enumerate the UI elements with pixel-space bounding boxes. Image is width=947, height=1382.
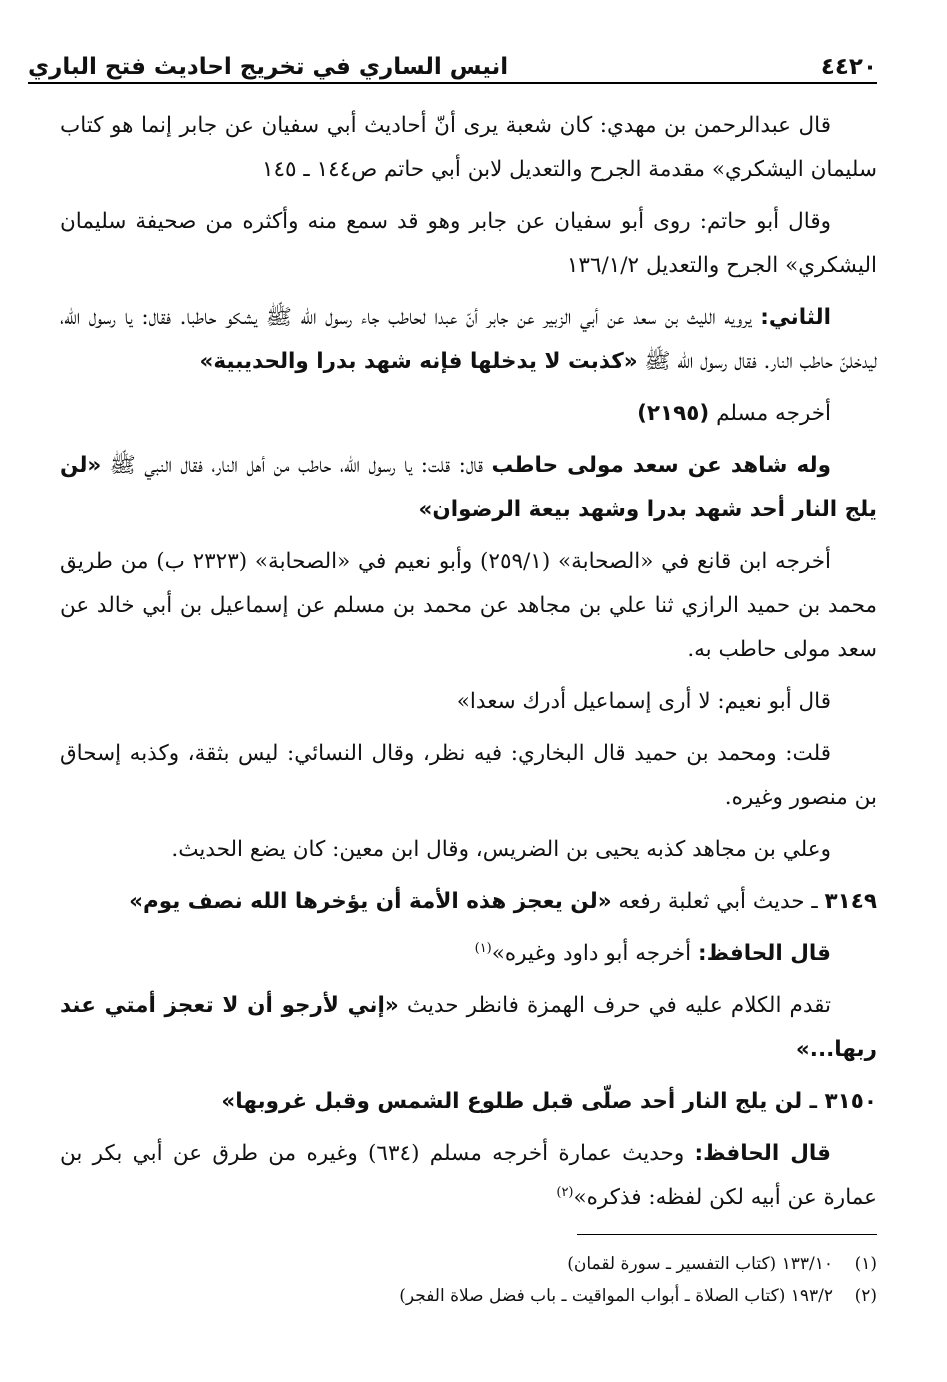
hadith-entry-3150: ٣١٥٠ ـ لن يلج النار أحد صلّى قبل طلوع الشمس وقبل غروبها»	[221, 1089, 877, 1114]
footnote-rule	[577, 1234, 877, 1235]
footnote: (٢)١٩٣/٢ (كتاب الصلاة ـ أبواب المواقيت ـ باب فضل صلاة الفجر)	[399, 1286, 877, 1306]
paragraph: قلت: ومحمد بن حميد قال البخاري: فيه نظر، وقال النسائي: ليس بثقة، وكذبه إسحاق بن منصور وغيره.	[60, 741, 877, 810]
footnote-ref: (٢)	[556, 1184, 574, 1200]
hadith-entry-3149: ٣١٤٩ ـ حديث أبي ثعلبة رفعه «لن يعجز هذه الأمة أن يؤخرها الله نصف يوم»	[129, 889, 877, 914]
footnotes	[60, 1248, 877, 1312]
footnote-ref: (١)	[474, 940, 492, 956]
paragraph: وله شاهد عن سعد مولى حاطب قال: قلت: يا رسول الله، حاطب من أهل النار، فقال النبي ﷺ «لن يلج النار أحد شهد بدرا وشهد بيعة الرضوان»	[60, 453, 877, 522]
paragraph: الثاني: يرويه الليث بن سعد عن أبي الزبير عن جابر أنّ عبدا لحاطب جاء رسول الله ﷺ يشكو حاطبا. فقال: يا رسول الله، ليدخلنّ حاطب النار. فقال رسول الله ﷺ «كذبت لا يدخلها فإنه شهد بدرا والحديبية»	[60, 305, 877, 374]
paragraph: تقدم الكلام عليه في حرف الهمزة فانظر حديث «إني لأرجو أن لا تعجز أمتي عند ربها...»	[60, 993, 877, 1062]
paragraph: أخرجه مسلم (٢١٩٥)	[637, 401, 831, 426]
page-number: ٤٤٢٠	[820, 54, 877, 80]
footnote: (١)١٣٣/١٠ (كتاب التفسير ـ سورة لقمان)	[567, 1254, 877, 1274]
paragraph: وقال أبو حاتم: روى أبو سفيان عن جابر وهو قد سمع منه وأكثره من صحيفة سليمان اليشكري» الجرح والتعديل ١٣٦/١/٢	[60, 209, 877, 278]
paragraph: وعلي بن مجاهد كذبه يحيى بن الضريس، وقال ابن معين: كان يضع الحديث.	[171, 837, 831, 862]
header-rule	[28, 82, 877, 84]
paragraph: قال الحافظ: أخرجه أبو داود وغيره»$^{(١)}$	[474, 940, 831, 966]
paragraph: قال عبدالرحمن بن مهدي: كان شعبة يرى أنّ أحاديث أبي سفيان عن جابر إنما هو كتاب سليمان اليشكري» مقدمة الجرح والتعديل لابن أبي حاتم ص١٤٤ ـ ١٤٥	[60, 113, 877, 182]
book-title: انيس الساري في تخريج احاديث فتح الباري	[28, 54, 509, 80]
running-header	[28, 40, 877, 80]
paragraph: قال أبو نعيم: لا أرى إسماعيل أدرك سعدا»	[456, 689, 831, 714]
main-text	[60, 104, 877, 1228]
paragraph: أخرجه ابن قانع في «الصحابة» (٢٥٩/١) وأبو نعيم في «الصحابة» (٢٣٢٣ ب) من طريق محمد بن حميد الرازي ثنا علي بن مجاهد عن محمد بن مسلم عن إسماعيل بن أبي خالد عن سعد مولى حاطب به.	[60, 549, 877, 662]
paragraph: قال الحافظ: وحديث عمارة أخرجه مسلم (٦٣٤) وغيره من طرق عن أبي بكر بن عمارة عن أبيه لكن لفظه: فذكره»$^{(٢)}$	[60, 1141, 877, 1210]
